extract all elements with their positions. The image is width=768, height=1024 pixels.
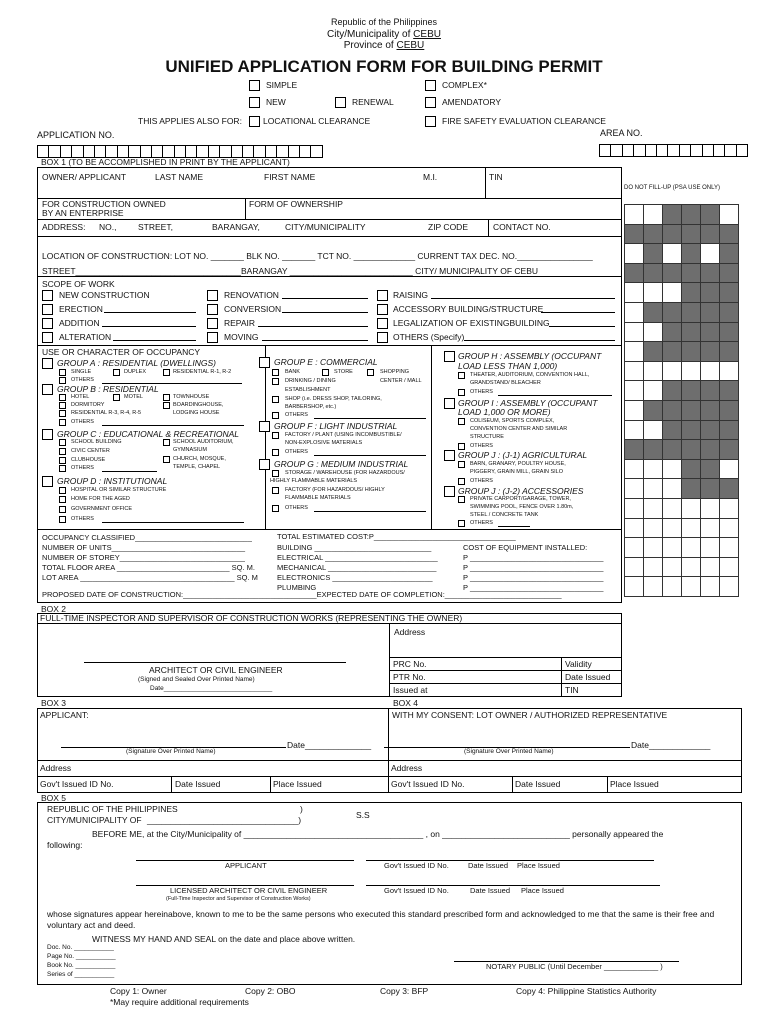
motel-label: MOTEL (124, 394, 143, 400)
address-no-label: NO., (99, 222, 117, 232)
clubhouse-checkbox[interactable] (59, 457, 66, 464)
residential-r1-label: RESIDENTIAL R-1, R-2 (173, 369, 232, 375)
establishment-label: ESTABLISHMENT (285, 387, 331, 393)
electrical-cost: ELECTRICAL ___________________________ (277, 553, 438, 562)
box1-title: BOX 1 (TO BE ACCOMPLISHED IN PRINT BY THE APPLICANT) (41, 157, 290, 167)
piggery-label: PIGGERY, GRAIN MILL, GRAIN SILO (470, 469, 564, 475)
residential-r3-label: RESIDENTIAL R-3, R-4, R-5 (71, 410, 142, 416)
box2-date: Date______________________________ (150, 685, 273, 692)
group-c-others-label: OTHERS (71, 465, 94, 471)
new-construction-label: NEW CONSTRUCTION (59, 290, 150, 300)
box4-gov-id-label: Gov't Issued ID No. (391, 779, 465, 789)
box2-date-issued-label: Date Issued (565, 672, 611, 682)
school-building-label: SCHOOL BUILDING (71, 439, 122, 445)
locational-checkbox[interactable] (249, 116, 260, 127)
prc-no-label: PRC No. (393, 659, 427, 669)
signed-sealed-label: (Signed and Sealed Over Printed Name) (138, 676, 255, 683)
electronics-cost: ELECTRONICS ________________________ (277, 573, 433, 582)
consent-label: WITH MY CONSENT: LOT OWNER / AUTHORIZED REPRESENTATIVE (392, 710, 668, 720)
theater-checkbox[interactable] (458, 372, 465, 379)
barbershop-label: BARBERSHOP, etc.) (285, 404, 337, 410)
structure-label: STRUCTURE (470, 434, 504, 440)
school-building-checkbox[interactable] (59, 439, 66, 446)
oath-applicant-date-issued: Date Issued (468, 861, 509, 870)
group-j1-label: GROUP J : (J-1) AGRICULTURAL (458, 450, 588, 460)
group-g-label: GROUP G : MEDIUM INDUSTRIAL (274, 459, 409, 469)
box4-address-label: Address (391, 763, 423, 773)
notary-public-label: NOTARY PUBLIC (Until December _____________ ) (486, 962, 663, 971)
new-construction-checkbox[interactable] (42, 290, 53, 301)
city-heading (0, 30, 768, 40)
repair-checkbox[interactable] (207, 318, 218, 329)
citymun-line: ________________________________) (147, 815, 302, 825)
government-office-label: GOVERNMENT OFFICE (71, 506, 133, 512)
last-name-label: LAST NAME (155, 172, 204, 182)
conversion-checkbox[interactable] (207, 304, 218, 315)
group-i-label-2: LOAD 1,000 OR MORE) (458, 407, 551, 417)
store-label: STORE (334, 369, 353, 375)
highly-flammable-label: HIGHLY FLAMMABLE MATERIALS (270, 478, 358, 484)
box4-title: BOX 4 (393, 698, 419, 708)
accessory-label: ACCESSORY BUILDING/STRUCTURE (393, 304, 544, 314)
drinking-checkbox[interactable] (272, 378, 279, 385)
clubhouse-label: CLUBHOUSE (71, 457, 106, 463)
bank-checkbox[interactable] (272, 369, 279, 376)
group-g-checkbox[interactable] (259, 459, 270, 470)
application-no-label: APPLICATION NO. (37, 130, 115, 140)
civic-center-label: CIVIC CENTER (71, 448, 110, 454)
group-g-others-checkbox[interactable] (272, 505, 279, 512)
group-f-label: GROUP F : LIGHT INDUSTRIAL (274, 421, 398, 431)
voluntary-act-text: voluntary act and deed. (47, 920, 136, 930)
group-j1-others-label: OTHERS (470, 478, 493, 484)
licensed-sub-label: (Full-Time Inspector and Supervisor of Construction Works) (166, 896, 311, 902)
coliseum-checkbox[interactable] (458, 418, 465, 425)
location-line-2: STREET___________________________________BARANGAY __________________________ CITY/ MUNICIPALITY OF CEBU (42, 266, 539, 276)
plumbing-cost: PLUMBING (277, 583, 317, 592)
group-j1-checkbox[interactable] (444, 450, 455, 461)
group-c-others-checkbox[interactable] (59, 465, 66, 472)
hotel-checkbox[interactable] (59, 394, 66, 401)
motel-checkbox[interactable] (113, 394, 120, 401)
equipment-p3: P ________________________________ (463, 573, 604, 582)
lot-area: LOT AREA _____________________________________ SQ. M (42, 573, 258, 582)
group-j2-others-label: OTHERS (470, 520, 493, 526)
barn-label: BARN, GRANARY, POULTRY HOUSE, (470, 461, 566, 467)
flammable-materials-label: FLAMMABLE MATERIALS (285, 495, 351, 501)
boardinghouse-label: BOARDINGHOUSE, (173, 402, 224, 408)
amendatory-checkbox[interactable] (425, 97, 436, 108)
fire-safety-label: FIRE SAFETY EVALUATION CLEARANCE (442, 116, 606, 126)
single-checkbox[interactable] (59, 369, 66, 376)
fire-safety-checkbox[interactable] (425, 116, 436, 127)
group-e-others-label: OTHERS (285, 412, 308, 418)
drinking-label: DRINKING / DINING (285, 378, 336, 384)
non-explosive-label: NON-EXPLOSIVE MATERIALS (285, 440, 363, 446)
box2-frame (37, 613, 622, 697)
occupancy-classified: OCCUPANCY CLASSIFIED____________________________ (42, 533, 252, 542)
province-heading (0, 41, 768, 51)
legalization-label: LEGALIZATION OF EXISTINGBUILDING (393, 318, 550, 328)
box3-address-label: Address (40, 763, 72, 773)
addition-label: ADDITION (59, 318, 100, 328)
republic-paren: ) (300, 804, 303, 814)
accessory-checkbox[interactable] (377, 304, 388, 315)
factory-hazardous-label: FACTORY (FOR HAZARDOUS/ HIGHLY (285, 487, 385, 493)
oath-architect-place-issued: Place Issued (521, 886, 564, 895)
total-floor-area: TOTAL FLOOR AREA ___________________________ SQ. M. (42, 563, 255, 572)
group-j2-others-checkbox[interactable] (458, 520, 465, 527)
group-b-checkbox[interactable] (42, 384, 53, 395)
duplex-checkbox[interactable] (113, 369, 120, 376)
contact-no-label: CONTACT NO. (493, 222, 551, 232)
factory-plant-label: FACTORY / PLANT (USING INCOMBUSTIBLE/ (285, 432, 402, 438)
group-a-others-label: OTHERS (71, 377, 94, 383)
applicant-sig-label: APPLICANT (225, 861, 267, 870)
factory-plant-checkbox[interactable] (272, 432, 279, 439)
new-label: NEW (266, 97, 286, 107)
civic-center-checkbox[interactable] (59, 448, 66, 455)
home-aged-checkbox[interactable] (59, 496, 66, 503)
group-d-others-label: OTHERS (71, 516, 94, 522)
doc-no: Doc. No. ___________ (47, 944, 114, 951)
box3-gov-id-label: Gov't Issued ID No. (40, 779, 114, 789)
dormitory-label: DORMITORY (71, 402, 105, 408)
owner-applicant-label: OWNER/ APPLICANT (42, 172, 127, 182)
group-d-checkbox[interactable] (42, 476, 53, 487)
group-j1-others-checkbox[interactable] (458, 478, 465, 485)
republic-heading: Republic of the Philippines (330, 17, 438, 27)
psa-note: DO NOT FILL-UP (PSA USE ONLY) (624, 185, 721, 191)
following-label: following: (47, 840, 83, 850)
group-e-label: GROUP E : COMMERCIAL (274, 357, 378, 367)
box4-signature-label: (Signature Over Printed Name) (464, 748, 554, 755)
before-me-text: BEFORE ME, at the City/Municipality of ______________________________________ , on ___________________________ personally appeared the (92, 829, 664, 839)
new-checkbox[interactable] (249, 97, 260, 108)
store-checkbox[interactable] (322, 369, 329, 376)
group-h-others-checkbox[interactable] (458, 389, 465, 396)
raising-checkbox[interactable] (377, 290, 388, 301)
oath-applicant-gov-id: Gov't Issued ID No. (384, 861, 449, 870)
zip-code-label: ZIP CODE (428, 222, 468, 232)
group-h-label-2: LOAD LESS THAN 1,000) (458, 361, 558, 371)
applies-also-label: THIS APPLIES ALSO FOR: (138, 116, 242, 126)
raising-label: RAISING (393, 290, 428, 300)
oath-architect-date-issued: Date Issued (470, 886, 511, 895)
series-of: Series of ___________ (47, 971, 115, 978)
group-d-label: GROUP D : INSTITUTIONAL (57, 476, 168, 486)
lodging-house-label: LODGING HOUSE (173, 410, 220, 416)
city-name: CEBU (413, 29, 441, 40)
church-checkbox[interactable] (163, 456, 170, 463)
addition-checkbox[interactable] (42, 318, 53, 329)
church-label: CHURCH, MOSQUE, (173, 456, 226, 462)
number-of-units: NUMBER OF UNITS________________________________ (42, 543, 246, 552)
simple-checkbox[interactable] (249, 80, 260, 91)
shop-checkbox[interactable] (272, 396, 279, 403)
group-j2-label: GROUP J : (J-2) ACCESSORIES (458, 486, 584, 496)
tec-label: TOTAL ESTIMATED COST:P (277, 532, 374, 541)
group-h-others-label: OTHERS (470, 389, 493, 395)
box2-address-label: Address (394, 627, 426, 637)
group-j2-checkbox[interactable] (444, 486, 455, 497)
others-scope-checkbox[interactable] (377, 332, 388, 343)
scope-title: SCOPE OF WORK (42, 279, 115, 289)
group-i-others-label: OTHERS (470, 443, 493, 449)
area-no-label: AREA NO. (600, 128, 643, 138)
box4-date: Date_____________ (631, 740, 711, 750)
copy-4: Copy 4: Philippine Statistics Authority (516, 986, 657, 996)
oath-architect-gov-id: Gov't Issued ID No. (384, 886, 449, 895)
government-office-checkbox[interactable] (59, 506, 66, 513)
group-e-others-checkbox[interactable] (272, 412, 279, 419)
bank-label: BANK (285, 369, 300, 375)
school-auditorium-checkbox[interactable] (163, 439, 170, 446)
townhouse-checkbox[interactable] (163, 394, 170, 401)
book-no: Book No. ___________ (47, 962, 116, 969)
home-aged-label: HOME FOR THE AGED (71, 496, 130, 502)
group-f-checkbox[interactable] (259, 421, 270, 432)
convention-center-label: CONVENTION CENTER AND SIMILAR (470, 426, 568, 432)
carport-label: PRIVATE CARPORT/GARAGE, TOWER, (470, 496, 571, 502)
shop-label: SHOP (i.e. DRESS SHOP, TAILORING, (285, 396, 382, 402)
total-estimated-cost (277, 533, 516, 541)
group-b-others-label: OTHERS (71, 419, 94, 425)
group-f-others-checkbox[interactable] (272, 449, 279, 456)
others-scope-label: OTHERS (Specify) (393, 332, 465, 342)
proposed-date: PROPOSED DATE OF CONSTRUCTION:________________________________EXPECTED DATE OF COMPLETION:____________________________ (42, 590, 562, 599)
box5-title: BOX 5 (41, 793, 67, 803)
box3-date-issued-label: Date Issued (175, 779, 221, 789)
townhouse-label: TOWNHOUSE (173, 394, 210, 400)
group-d-others-checkbox[interactable] (59, 516, 66, 523)
copy-2: Copy 2: OBO (245, 986, 296, 996)
moving-label: MOVING (224, 332, 259, 342)
group-a-others-checkbox[interactable] (59, 377, 66, 384)
form-ownership-label: FORM OF OWNERSHIP (249, 199, 343, 209)
first-name-label: FIRST NAME (264, 172, 316, 182)
moving-checkbox[interactable] (207, 332, 218, 343)
duplex-label: DUPLEX (124, 369, 147, 375)
inspector-heading: FULL-TIME INSPECTOR AND SUPERVISOR OF CONSTRUCTION WORKS (REPRESENTING THE OWNER) (40, 613, 463, 623)
occupancy-title: USE OR CHARACTER OF OCCUPANCY (42, 347, 201, 357)
storage-checkbox[interactable] (272, 470, 279, 477)
complex-label: COMPLEX* (442, 80, 487, 90)
storage-label: STORAGE / WAREHOUSE (FOR HAZARDOUS/ (285, 470, 405, 476)
group-b-others-checkbox[interactable] (59, 419, 66, 426)
renewal-checkbox[interactable] (335, 97, 346, 108)
barn-checkbox[interactable] (458, 461, 465, 468)
renewal-label: RENEWAL (352, 97, 394, 107)
renovation-label: RENOVATION (224, 290, 279, 300)
address-street-label: STREET, (138, 222, 173, 232)
swimming-pool-label: SWIMMING POOL, FENCE OVER 1.80m, (470, 504, 574, 510)
applicant-label: APPLICANT: (40, 710, 89, 720)
alteration-checkbox[interactable] (42, 332, 53, 343)
temple-label: TEMPLE, CHAPEL (173, 464, 221, 470)
tin-label: TIN (489, 172, 503, 182)
locational-label: LOCATIONAL CLEARANCE (263, 116, 371, 126)
whose-signatures-text: whose signatures appear hereinabove, known to me to be the same persons who executed this standard prescribed form and acknowledged to me that the same is their free and (47, 909, 715, 919)
center-mall-label: CENTER / MALL (380, 378, 422, 384)
city-prefix: City/Municipality of (327, 29, 414, 40)
box2-tin-label: TIN (565, 685, 579, 695)
steel-tank-label: STEEL / CONCRETE TANK (470, 512, 539, 518)
number-of-storey: NUMBER OF STOREY______________________________ (42, 553, 245, 562)
simple-label: SIMPLE (266, 80, 298, 90)
conversion-label: CONVERSION (224, 304, 282, 314)
group-a-checkbox[interactable] (42, 358, 53, 369)
oath-applicant-place-issued: Place Issued (517, 861, 560, 870)
gymnasium-label: GYMNASIUM (173, 447, 207, 453)
province-name: CEBU (396, 40, 425, 51)
group-c-checkbox[interactable] (42, 429, 53, 440)
legalization-checkbox[interactable] (377, 318, 388, 329)
copy-1: Copy 1: Owner (110, 986, 167, 996)
group-h-label-1: GROUP H : ASSEMBLY (OCCUPANT (458, 351, 602, 361)
copy-3: Copy 3: BFP (380, 986, 429, 996)
tec-line: __________________________________ (373, 532, 516, 541)
shopping-checkbox[interactable] (367, 369, 374, 376)
box3-place-issued-label: Place Issued (273, 779, 322, 789)
page-no: Page No. ___________ (47, 953, 116, 960)
erection-label: ERECTION (59, 304, 103, 314)
complex-checkbox[interactable] (425, 80, 436, 91)
equipment-cost-label: COST OF EQUIPMENT INSTALLED: (463, 543, 588, 552)
group-a-label: GROUP A : RESIDENTIAL (DWELLINGS) (57, 358, 217, 368)
psa-use-grid (624, 204, 739, 597)
mechanical-cost: MECHANICAL __________________________ (277, 563, 437, 572)
amendatory-label: AMENDATORY (442, 97, 502, 107)
box4-date-issued-label: Date Issued (515, 779, 561, 789)
factory-hazardous-checkbox[interactable] (272, 487, 279, 494)
group-h-checkbox[interactable] (444, 351, 455, 362)
group-i-label-1: GROUP I : ASSEMBLY (OCCUPANT (458, 398, 598, 408)
residential-r3-checkbox[interactable] (59, 410, 66, 417)
group-g-others-label: OTHERS (285, 505, 308, 511)
address-barangay-label: BARANGAY, (212, 222, 260, 232)
equipment-p4: P ________________________________ (463, 583, 604, 592)
group-i-checkbox[interactable] (444, 398, 455, 409)
equipment-p2: P ________________________________ (463, 563, 604, 572)
erection-checkbox[interactable] (42, 304, 53, 315)
form-title: UNIFIED APPLICATION FORM FOR BUILDING PERMIT (165, 57, 603, 76)
witness-text: WITNESS MY HAND AND SEAL on the date and place above written. (92, 934, 356, 944)
building-cost: BUILDING ____________________________ (277, 543, 432, 552)
single-label: SINGLE (71, 369, 92, 375)
additional-requirements-note: *May require additional requirements (110, 997, 249, 1007)
address-label: ADDRESS: (42, 222, 86, 232)
group-i-others-checkbox[interactable] (458, 443, 465, 450)
republic-oath-label: REPUBLIC OF THE PHILIPPINES (47, 804, 178, 814)
equipment-p1: P ________________________________ (463, 553, 604, 562)
school-auditorium-label: SCHOOL AUDITORIUM, (173, 439, 234, 445)
dormitory-checkbox[interactable] (59, 402, 66, 409)
boardinghouse-checkbox[interactable] (163, 402, 170, 409)
citymun-oath-label: CITY/MUNICIPALITY OF (47, 815, 142, 825)
group-b-label: GROUP B : RESIDENTIAL (57, 384, 159, 394)
carport-checkbox[interactable] (458, 496, 465, 503)
location-line-1: LOCATION OF CONSTRUCTION: LOT NO. _______ BLK NO. _______ TCT NO. _____________ CURRENT TAX DEC. NO.________________ (42, 251, 593, 261)
validity-label: Validity (565, 659, 592, 669)
box4-place-issued-label: Place Issued (610, 779, 659, 789)
enterprise-label-2: BY AN ENTERPRISE (42, 208, 124, 218)
enterprise-label-1: FOR CONSTRUCTION OWNED (42, 199, 166, 209)
alteration-label: ALTERATION (59, 332, 112, 342)
box3-title: BOX 3 (41, 698, 67, 708)
hotel-label: HOTEL (71, 394, 90, 400)
hospital-label: HOSPITAL OR SIMILAR STRUCTURE (71, 487, 167, 493)
area-no-boxes[interactable] (599, 144, 748, 157)
group-f-others-label: OTHERS (285, 449, 308, 455)
group-c-label: GROUP C : EDUCATIONAL & RECREATIONAL (57, 429, 239, 439)
grandstand-label: GRANDSTAND/ BLEACHER (470, 380, 541, 386)
mi-label: M.I. (423, 172, 438, 182)
renovation-checkbox[interactable] (207, 290, 218, 301)
group-e-checkbox[interactable] (259, 357, 270, 368)
theater-label: THEATER, AUDITORIUM, CONVENTION HALL, (470, 372, 590, 378)
box2-title: BOX 2 (41, 604, 67, 614)
hospital-checkbox[interactable] (59, 487, 66, 494)
coliseum-label: COLISEUM, SPORTS COMPLEX, (470, 418, 555, 424)
repair-label: REPAIR (224, 318, 256, 328)
box3-signature-label: (Signature Over Printed Name) (126, 748, 216, 755)
box3-date: Date______________ (287, 740, 372, 750)
ptr-no-label: PTR No. (393, 672, 426, 682)
architect-label: ARCHITECT OR CIVIL ENGINEER (149, 665, 283, 675)
residential-r1-checkbox[interactable] (163, 369, 170, 376)
shopping-label: SHOPPING (380, 369, 410, 375)
issued-at-label: Issued at (393, 685, 428, 695)
ss-label: S.S (356, 810, 370, 820)
licensed-architect-label: LICENSED ARCHITECT OR CIVIL ENGINEER (170, 886, 328, 895)
address-city-label: CITY/MUNICIPALITY (285, 222, 366, 232)
province-prefix: Province of (343, 40, 397, 51)
